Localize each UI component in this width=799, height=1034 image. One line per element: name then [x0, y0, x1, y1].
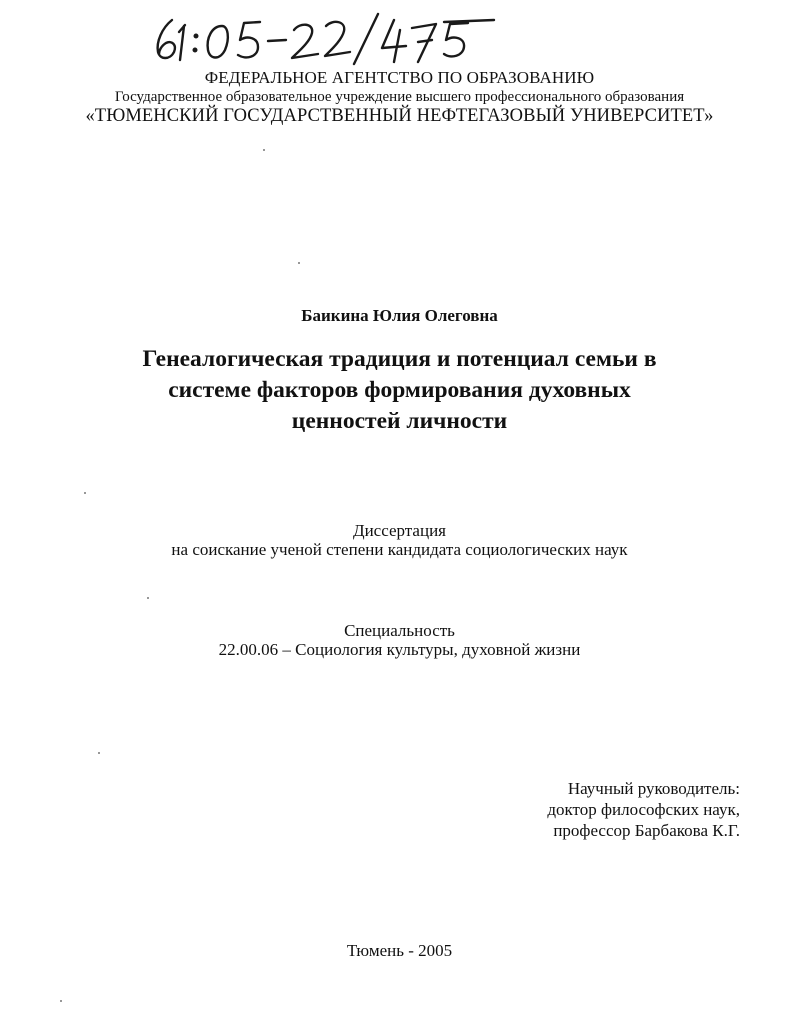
supervisor-block	[500, 778, 740, 841]
dissertation-type: Диссертация	[352, 521, 446, 540]
title-line: Генеалогическая традиция и потенциал семьи в	[142, 346, 657, 372]
specialty-label: Специальность	[344, 621, 455, 640]
archive-code-text: 61:05-22/475	[148, 8, 154, 9]
title-line: ценностей личности	[291, 408, 508, 434]
specialty-value: 22.00.06 – Социология культуры, духовной жизни	[218, 640, 581, 659]
agency-name: ФЕДЕРАЛЬНОЕ АГЕНТСТВО ПО ОБРАЗОВАНИЮ	[204, 68, 595, 87]
scan-speck	[263, 149, 265, 151]
scan-speck	[84, 492, 86, 494]
supervisor-degree: доктор философских наук,	[547, 800, 740, 819]
handwritten-archive-code	[148, 8, 508, 66]
scan-speck	[98, 752, 100, 754]
dissertation-title	[0, 344, 799, 437]
scan-speck	[298, 262, 300, 264]
supervisor-label: Научный руководитель:	[567, 779, 740, 798]
author-name: Баикина Юлия Олеговна	[301, 306, 498, 325]
scan-speck	[147, 597, 149, 599]
dissertation-purpose: на соискание ученой степени кандидата социологических наук	[171, 540, 628, 559]
scan-speck	[60, 1000, 62, 1002]
city-year: Тюмень - 2005	[346, 941, 453, 960]
university-name: «ТЮМЕНСКИЙ ГОСУДАРСТВЕННЫЙ НЕФТЕГАЗОВЫЙ УНИВЕРСИТЕТ»	[85, 106, 714, 126]
institution-type: Государственное образовательное учреждение высшего профессионального образования	[114, 89, 685, 105]
title-line: системе факторов формирования духовных	[168, 377, 631, 403]
supervisor-name: профессор Барбакова К.Г.	[553, 821, 740, 840]
